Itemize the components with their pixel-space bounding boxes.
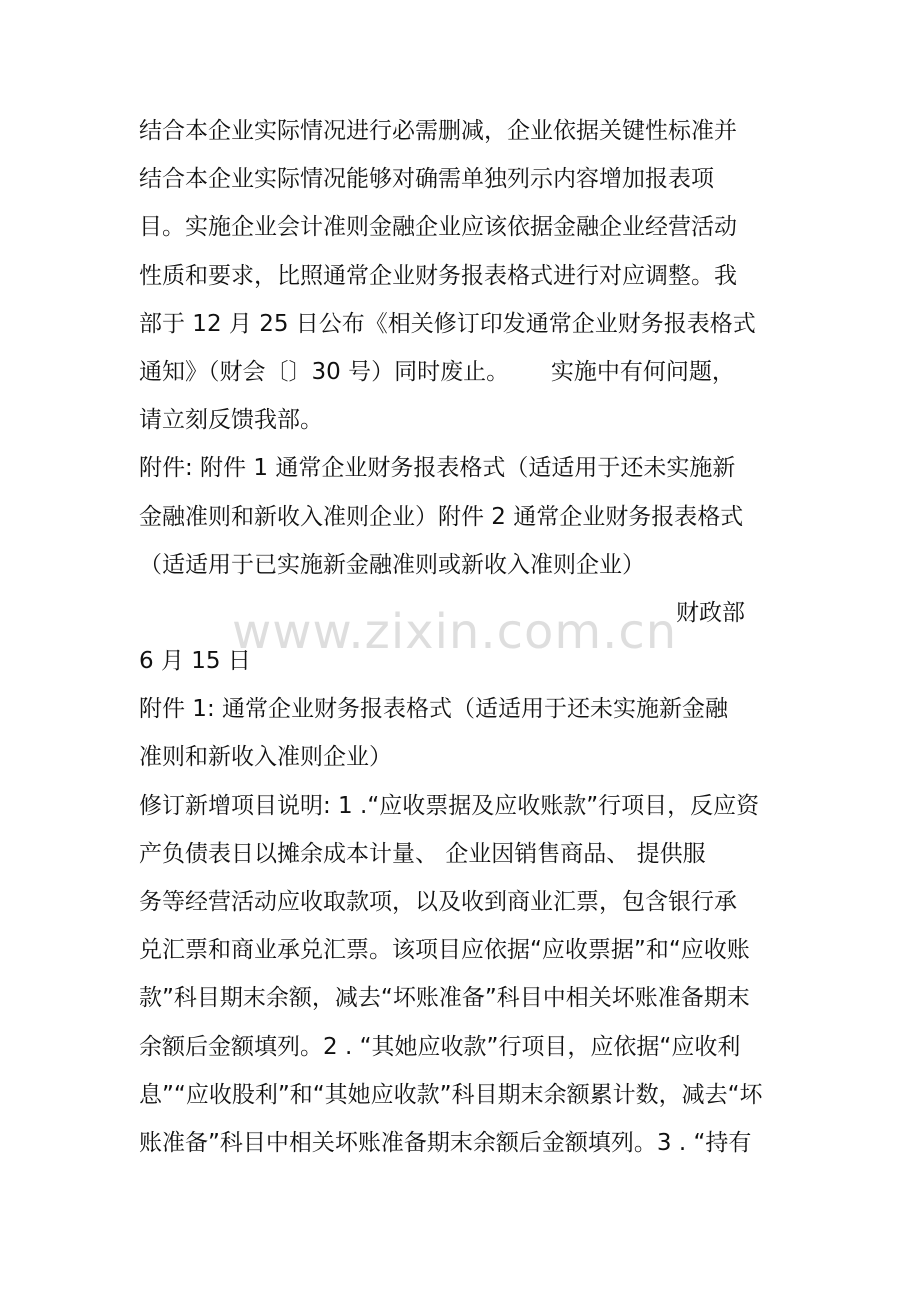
text-line: 结合本企业实际情况能够对确需单独列示内容增加报表项 <box>139 166 714 193</box>
watermark: www.zixin.com.cn <box>232 604 678 660</box>
text-line: 准则和新收入准则企业） <box>139 744 392 771</box>
text-line: 账准备”科目中相关坏账准备期末余额后金额填列。3 . “持有 <box>139 1129 752 1156</box>
signature: 财政部 <box>676 599 745 626</box>
text-line: 请立刻反馈我部。 <box>139 407 323 434</box>
text-line: 务等经营活动应收取款项，以及收到商业汇票，包含银行承 <box>139 889 737 915</box>
text-line: 目。实施企业会计准则金融企业应该依据金融企业经营活动 <box>139 214 737 241</box>
text-line: 产负债表日以摊余成本计量、 企业因销售商品、 提供服 <box>139 840 706 867</box>
date-line: 6 月 15 日 <box>139 648 251 675</box>
text-line: （适适用于已实施新金融准则或新收入准则企业） <box>139 551 645 578</box>
text-line: 通知》（财会〔〕30 号）同时废止。 实施中有何问题， <box>139 358 735 385</box>
document-body <box>139 107 789 1167</box>
text-line: 修订新增项目说明: 1 .“应收票据及应收账款”行项目，反应资 <box>139 792 760 819</box>
text-line: 金融准则和新收入准则企业）附件 2 通常企业财务报表格式 <box>139 503 744 530</box>
text-line: 余额后金额填列。2 . “其她应收款”行项目，应依据“应收利 <box>139 1033 741 1060</box>
text-line: 部于 12 月 25 日公布《相关修订印发通常企业财务报表格式 <box>139 310 756 337</box>
text-line: 附件 1: 通常企业财务报表格式（适适用于还未实施新金融 <box>139 696 729 723</box>
text-line: 兑汇票和商业承兑汇票。该项目应依据“应收票据”和“应收账 <box>139 937 750 964</box>
text-line: 附件: 附件 1 通常企业财务报表格式（适适用于还未实施新 <box>139 455 736 482</box>
text-line: 结合本企业实际情况进行必需删减，企业依据关键性标准并 <box>139 118 737 144</box>
text-line: 款”科目期末余额，减去“坏账准备”科目中相关坏账准备期末 <box>139 985 750 1012</box>
text-line: 性质和要求，比照通常企业财务报表格式进行对应调整。我 <box>139 262 737 289</box>
text-line: 息”“应收股利”和“其她应收款”科目期末余额累计数，减去“坏 <box>139 1081 763 1108</box>
